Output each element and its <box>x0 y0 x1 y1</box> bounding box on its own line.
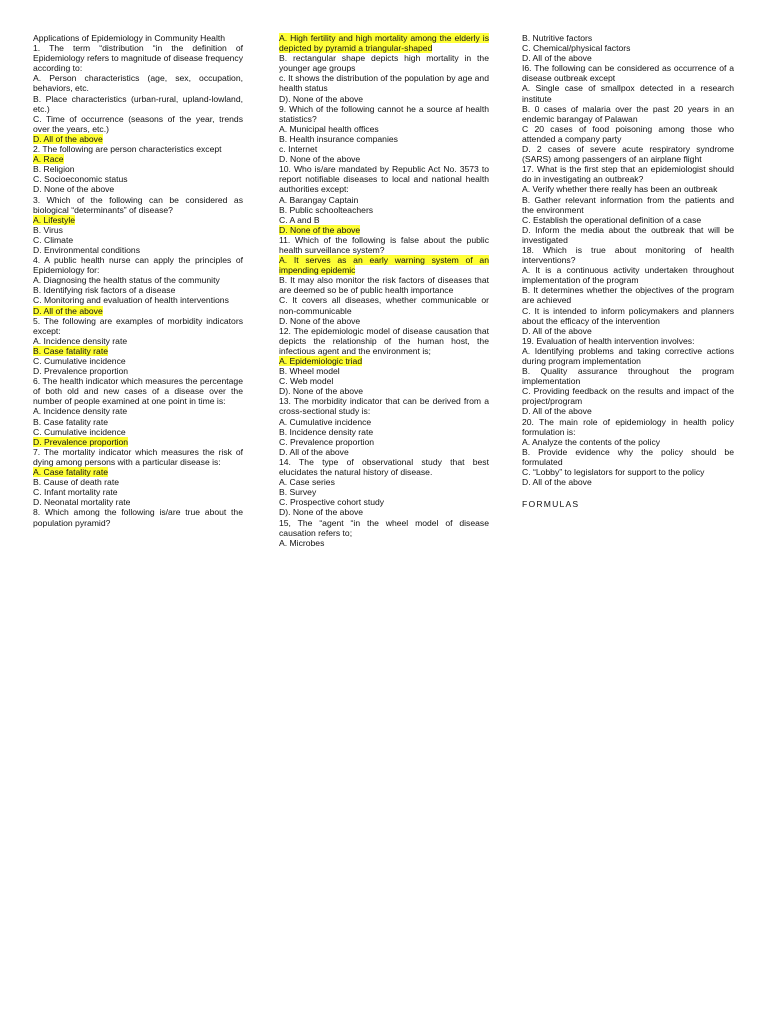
line-text: 6. The health indicator which measures the percentage of both old and new cases of a disease over the number of people examined at one point in time is: <box>33 376 243 407</box>
line-text: C. Prospective cohort study <box>279 497 385 508</box>
line-text: C. Infant mortality rate <box>33 487 118 498</box>
text-line <box>279 144 489 154</box>
line-text: 8. Which among the following is/are true about the population pyramid? <box>33 507 243 528</box>
text-line <box>33 275 243 285</box>
line-text: 2. The following are person characteristics except <box>33 144 222 155</box>
text-line <box>522 477 734 487</box>
text-line <box>522 265 734 285</box>
line-text: B. It determines whether the objectives of the program are achieved <box>522 285 734 306</box>
line-text: A. Analyze the contents of the policy <box>522 436 661 447</box>
line-text: C. Providing feedback on the results and impact of the project/program <box>522 386 734 407</box>
text-line <box>522 386 734 406</box>
line-text: C. Monitoring and evaluation of health interventions <box>33 295 229 306</box>
text-line <box>33 406 243 416</box>
line-text: D). None of the above <box>279 93 364 104</box>
text-line <box>279 376 489 386</box>
text-line <box>279 386 489 396</box>
text-line <box>33 487 243 497</box>
text-line <box>279 518 489 538</box>
answer-highlight-text: A. Race <box>33 154 64 165</box>
line-text: D). None of the above <box>279 507 364 518</box>
line-text: 11. Which of the following is false about the public health surveillance system? <box>279 234 489 255</box>
text-line <box>279 73 489 93</box>
text-line <box>279 104 489 124</box>
answer-highlight-text: A. Lifestyle <box>33 214 76 225</box>
line-text: D. Neonatal mortality rate <box>33 497 131 508</box>
text-line <box>522 346 734 366</box>
line-text: D. All of the above <box>522 406 592 417</box>
answer-highlight-text: D. All of the above <box>33 305 103 316</box>
text-line <box>33 295 243 305</box>
line-text: D. 2 cases of severe acute respiratory syndrome (SARS) among passengers of an airplane flight <box>522 144 734 165</box>
line-text: C. Web model <box>279 376 334 387</box>
line-text: A. Person characteristics (age, sex, occupation, behaviors, etc. <box>33 73 243 94</box>
highlighted-answer-line <box>279 225 489 235</box>
text-line <box>522 366 734 386</box>
line-text: B. Virus <box>33 224 63 235</box>
text-line <box>522 447 734 467</box>
line-text: 4. A public health nurse can apply the principles of Epidemiology for: <box>33 255 243 276</box>
line-text: A. Case series <box>279 477 335 488</box>
line-text: D. All of the above <box>522 477 592 488</box>
line-text: 12. The epidemiologic model of disease causation that depicts the relationship of the human host, the infectious agent and the environment is; <box>279 325 489 356</box>
text-line <box>33 114 243 134</box>
text-line <box>33 33 243 43</box>
highlighted-answer-line <box>279 33 489 53</box>
line-text: 18. Which is true about monitoring of health interventions? <box>522 244 734 266</box>
line-text: B. Religion <box>33 164 75 175</box>
text-line <box>279 396 489 416</box>
text-line <box>33 225 243 235</box>
line-text: C. It is intended to inform policymakers and planners about the efficacy of the intervention <box>522 305 734 326</box>
text-line <box>279 195 489 205</box>
text-line <box>279 53 489 73</box>
line-text: I6. The following can be considered as occurrence of a disease outbreak except <box>522 63 734 84</box>
line-text: 10. Who is/are mandated by Republic Act No. 3573 to report notifiable diseases to local and national health authorities except: <box>279 164 489 195</box>
line-text: 3. Which of the following can be considered as biological “determinants” of disease? <box>33 194 243 215</box>
line-text: A. Diagnosing the health status of the community <box>33 275 220 286</box>
line-text: 9. Which of the following cannot he a source af health statistics? <box>279 103 489 124</box>
text-line <box>33 447 243 467</box>
column-3 <box>522 33 734 509</box>
answer-highlight-text: A. Case fatality rate <box>33 467 108 478</box>
highlighted-answer-line <box>33 134 243 144</box>
text-line <box>279 447 489 457</box>
text-line <box>522 215 734 225</box>
text-line <box>522 63 734 83</box>
text-line <box>279 215 489 225</box>
line-text: C. Time of occurrence (seasons of the year, trends over the years, etc.) <box>33 113 243 134</box>
text-line <box>522 245 734 265</box>
text-line <box>33 366 243 376</box>
line-text: B. Incidence density rate <box>279 426 374 437</box>
text-line <box>33 144 243 154</box>
line-text: A. Barangay Captain <box>279 194 359 205</box>
line-text: D. Inform the media about the outbreak that will be investigated <box>522 224 734 245</box>
line-text: C. Climate <box>33 234 74 245</box>
line-text: c. It shows the distribution of the population by age and health status <box>279 73 489 94</box>
line-text: C. Prevalence proportion <box>279 436 375 447</box>
line-text: D. None of the above <box>279 315 361 326</box>
line-text: C. Chemical/physical factors <box>522 43 631 54</box>
line-text: 14. The type of observational study that best elucidates the natural history of disease. <box>279 456 489 478</box>
line-text: D. All of the above <box>522 53 592 64</box>
text-line <box>33 184 243 194</box>
column-1 <box>33 33 243 528</box>
line-text: A. Cumulative incidence <box>279 416 372 427</box>
text-line <box>279 94 489 104</box>
line-text: 20. The main role of epidemiology in health policy formulation is: <box>522 416 734 437</box>
line-text: D). None of the above <box>279 386 364 397</box>
text-line <box>33 316 243 336</box>
line-text: B. Quality assurance throughout the program implementation <box>522 366 734 387</box>
line-text: A. Incidence density rate <box>33 335 128 346</box>
text-line <box>33 477 243 487</box>
answer-highlight-text: D. None of the above <box>279 224 361 235</box>
line-text: 13. The morbidity indicator that can be derived from a cross-sectional study is: <box>279 396 489 417</box>
text-line <box>279 437 489 447</box>
text-line <box>279 366 489 376</box>
text-line <box>522 104 734 124</box>
answer-highlight-text: D. All of the above <box>33 133 103 144</box>
text-line <box>522 336 734 346</box>
line-text: B. Identifying risk factors of a disease <box>33 285 176 296</box>
text-line <box>33 235 243 245</box>
line-text: 17. What is the first step that an epidemiologist should do in investigating an outbreak? <box>522 164 734 185</box>
text-line <box>279 497 489 507</box>
line-text: D. None of the above <box>279 154 361 165</box>
text-line <box>33 164 243 174</box>
line-text: 15, The “agent “in the wheel model of disease causation refers to; <box>279 517 489 538</box>
text-line <box>33 427 243 437</box>
answer-highlight-text: A. It serves as an early warning system of an impending epidemic <box>279 255 489 276</box>
line-text: B. Nutritive factors <box>522 33 593 43</box>
text-line <box>279 295 489 315</box>
line-text: D. None of the above <box>33 184 115 195</box>
text-line <box>279 507 489 517</box>
highlighted-answer-line <box>279 356 489 366</box>
line-text: C. Cumulative incidence <box>33 426 126 437</box>
text-line <box>33 255 243 275</box>
text-line <box>522 144 734 164</box>
highlighted-answer-line <box>33 215 243 225</box>
line-text: A. Microbes <box>279 537 325 548</box>
line-text: 19. Evaluation of health intervention involves: <box>522 335 695 346</box>
line-text: B. Provide evidence why the policy should be formulated <box>522 446 734 467</box>
text-line <box>33 336 243 346</box>
highlighted-answer-line <box>33 306 243 316</box>
line-text: c. Internet <box>279 144 318 155</box>
line-text: B. Case fatality rate <box>33 416 108 427</box>
text-line <box>522 53 734 63</box>
text-line <box>33 94 243 114</box>
text-line <box>279 487 489 497</box>
text-line <box>33 417 243 427</box>
line-text: B. Place characteristics (urban-rural, upland-lowland, etc.) <box>33 93 243 114</box>
text-line <box>279 427 489 437</box>
text-line <box>522 195 734 215</box>
line-text: B. Cause of death rate <box>33 477 119 488</box>
text-line <box>33 497 243 507</box>
text-line <box>279 457 489 477</box>
line-text: FORMULAS <box>522 499 580 510</box>
text-line <box>279 538 489 548</box>
text-line <box>33 245 243 255</box>
text-line <box>33 174 243 184</box>
text-line <box>522 43 734 53</box>
text-line <box>522 326 734 336</box>
highlighted-answer-line <box>279 255 489 275</box>
text-line <box>33 73 243 93</box>
text-line <box>279 154 489 164</box>
text-line <box>522 225 734 245</box>
line-text: B. Wheel model <box>279 366 340 377</box>
text-line <box>522 417 734 437</box>
line-text: Applications of Epidemiology in Community Health <box>33 33 226 43</box>
line-text: A. Incidence density rate <box>33 406 128 417</box>
line-text: B. It may also monitor the risk factors of diseases that are deemed so be of public health importance <box>279 275 489 296</box>
text-line <box>522 467 734 477</box>
text-line <box>522 83 734 103</box>
line-text: 1. The term “distribution “in the definition of Epidemiology refers to magnitude of disease frequency according to: <box>33 43 243 74</box>
line-text: C. Socioeconomic status <box>33 174 128 185</box>
line-text: B. Survey <box>279 487 317 498</box>
answer-highlight-text: A. Epidemiologic triad <box>279 356 363 366</box>
text-line <box>279 417 489 427</box>
text-line <box>33 195 243 215</box>
text-line <box>522 33 734 43</box>
line-text: D. Environmental conditions <box>33 244 140 255</box>
line-text: A. Single case of smallpox detected in a research institute <box>522 83 734 104</box>
highlighted-answer-line <box>33 346 243 356</box>
text-line <box>279 316 489 326</box>
highlighted-answer-line <box>33 437 243 447</box>
line-text: 5. The following are examples of morbidity indicators except: <box>33 315 243 336</box>
line-text: B. Health insurance companies <box>279 133 398 144</box>
text-line <box>522 164 734 184</box>
column-2 <box>279 33 489 548</box>
text-line <box>279 235 489 255</box>
text-line <box>33 285 243 295</box>
text-line <box>522 124 734 144</box>
line-text: A. Municipal health offices <box>279 123 379 134</box>
line-text: A. It is a continuous activity undertaken throughout implementation of the program <box>522 265 734 286</box>
text-line <box>33 43 243 73</box>
answer-highlight-text: B. Case fatality rate <box>33 345 108 356</box>
line-text: D. Prevalence proportion <box>33 366 129 377</box>
line-text: A. Identifying problems and taking corrective actions during program implementation <box>522 345 734 366</box>
answer-highlight-text: D. Prevalence proportion <box>33 436 129 447</box>
highlighted-answer-line <box>33 154 243 164</box>
line-text: B. Gather relevant information from the patients and the environment <box>522 194 734 215</box>
text-line <box>522 285 734 305</box>
text-line <box>279 477 489 487</box>
section-gap <box>522 487 734 499</box>
line-text: B. 0 cases of malaria over the past 20 years in an endemic barangay of Palawan <box>522 103 734 124</box>
section-heading-formulas <box>522 499 734 509</box>
text-line <box>279 275 489 295</box>
text-line <box>522 306 734 326</box>
text-line <box>522 184 734 194</box>
line-text: C. Cumulative incidence <box>33 356 126 366</box>
line-text: B. Public schoolteachers <box>279 204 374 215</box>
line-text: D. All of the above <box>279 446 349 457</box>
line-text: C 20 cases of food poisoning among those who attended a company party <box>522 123 734 144</box>
line-text: D. All of the above <box>522 325 592 336</box>
text-line <box>279 124 489 134</box>
text-line <box>33 376 243 406</box>
line-text: B. rectangular shape depicts high mortality in the younger age groups <box>279 53 489 74</box>
text-line <box>279 326 489 356</box>
line-text: C. A and B <box>279 214 320 225</box>
text-line <box>33 507 243 527</box>
line-text: C. Establish the operational definition of a case <box>522 214 702 225</box>
answer-highlight-text: A. High fertility and high mortality among the elderly is depicted by pyramid a triangular-shaped <box>279 33 489 54</box>
text-line <box>33 356 243 366</box>
highlighted-answer-line <box>33 467 243 477</box>
line-text: 7. The mortality indicator which measures the risk of dying among persons with a particular disease is: <box>33 446 243 467</box>
text-line <box>522 406 734 416</box>
text-line <box>279 134 489 144</box>
line-text: C. “Lobby” to legislators for support to the policy <box>522 467 705 478</box>
text-line <box>279 205 489 215</box>
text-line <box>279 164 489 194</box>
text-line <box>522 437 734 447</box>
line-text: A. Verify whether there really has been an outbreak <box>522 184 718 195</box>
line-text: C. It covers all diseases, whether communicable or non-communicable <box>279 295 489 316</box>
